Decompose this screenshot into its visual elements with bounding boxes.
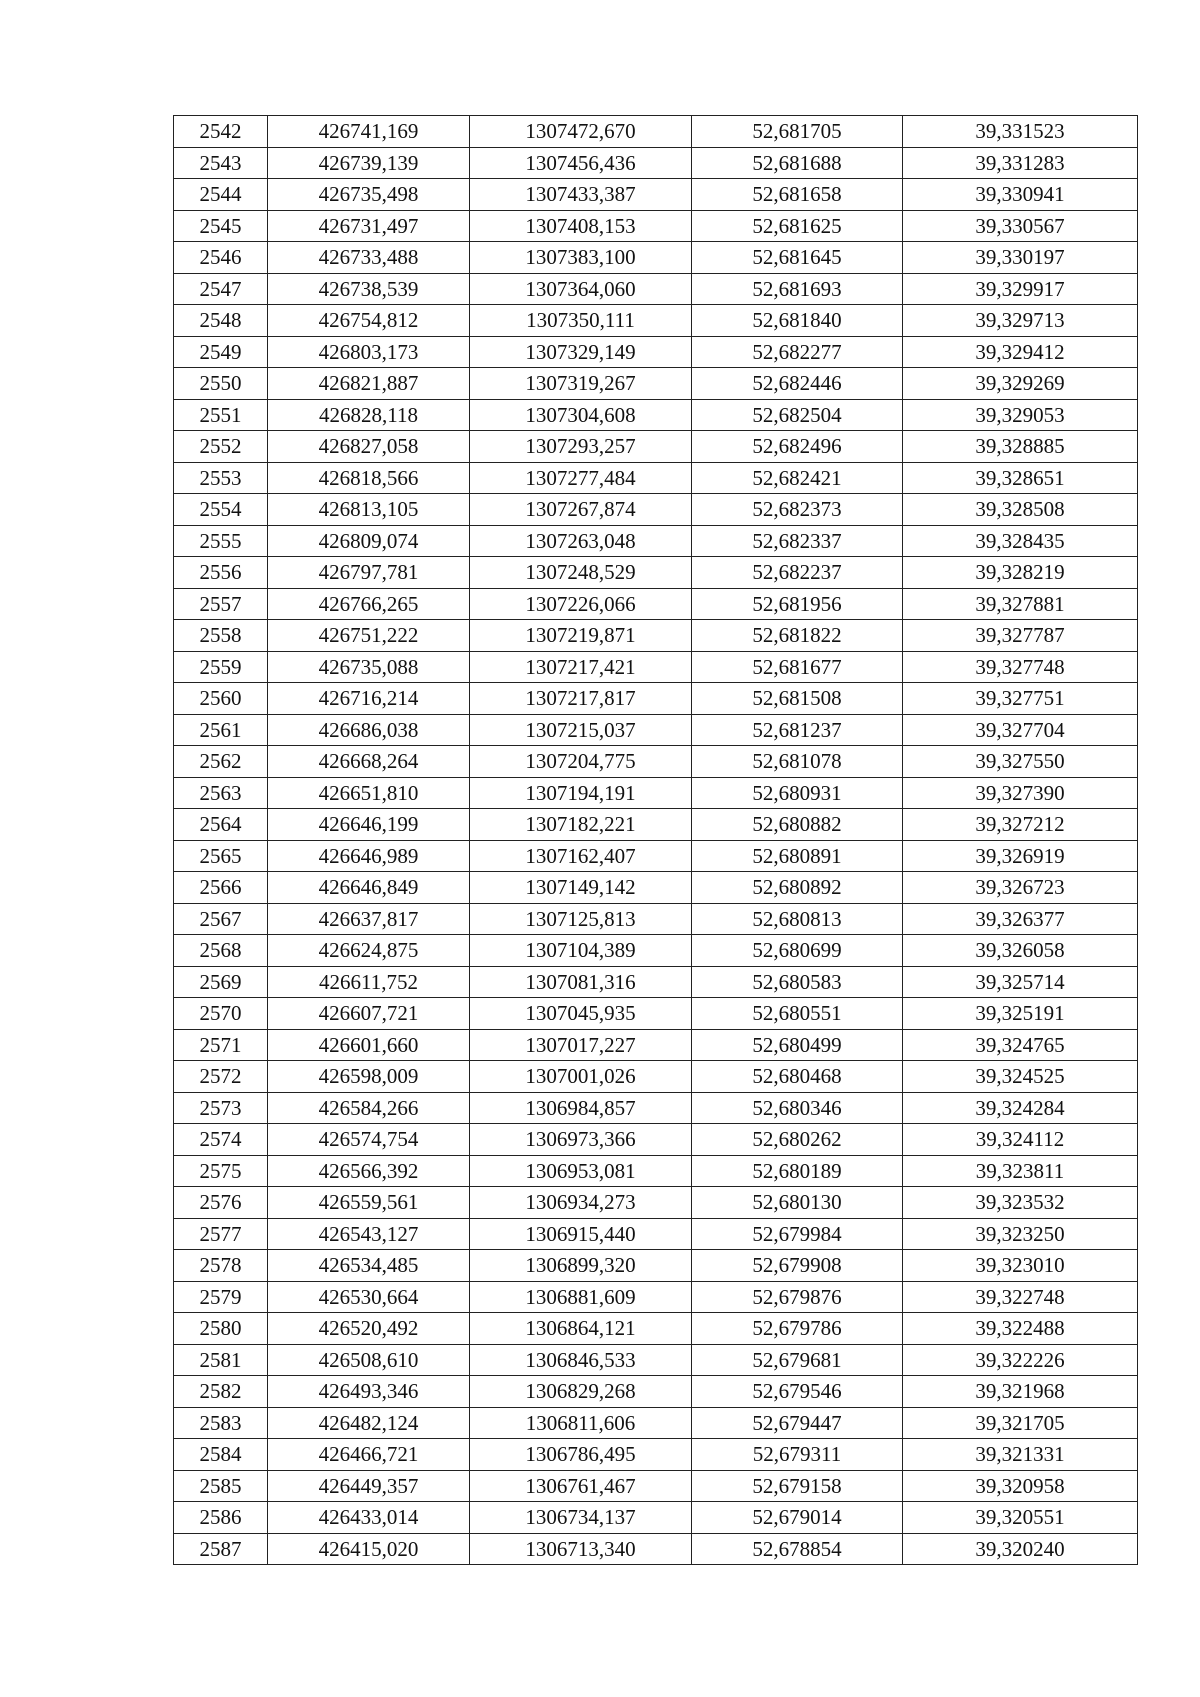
latitude-cell: 52,679908 bbox=[692, 1250, 903, 1282]
point-number-cell: 2576 bbox=[174, 1187, 268, 1219]
longitude-cell: 39,322226 bbox=[903, 1344, 1138, 1376]
x-coordinate-cell: 426741,169 bbox=[268, 116, 470, 148]
table-row bbox=[174, 179, 1138, 211]
table-row bbox=[174, 1439, 1138, 1471]
longitude-cell: 39,327212 bbox=[903, 809, 1138, 841]
table-row bbox=[174, 1155, 1138, 1187]
y-coordinate-cell: 1307408,153 bbox=[470, 210, 692, 242]
table-row bbox=[174, 494, 1138, 526]
x-coordinate-cell: 426534,485 bbox=[268, 1250, 470, 1282]
x-coordinate-cell: 426466,721 bbox=[268, 1439, 470, 1471]
table-row bbox=[174, 399, 1138, 431]
y-coordinate-cell: 1307204,775 bbox=[470, 746, 692, 778]
x-coordinate-cell: 426668,264 bbox=[268, 746, 470, 778]
point-number-cell: 2560 bbox=[174, 683, 268, 715]
latitude-cell: 52,682446 bbox=[692, 368, 903, 400]
y-coordinate-cell: 1306934,273 bbox=[470, 1187, 692, 1219]
table-row bbox=[174, 431, 1138, 463]
x-coordinate-cell: 426735,088 bbox=[268, 651, 470, 683]
longitude-cell: 39,331523 bbox=[903, 116, 1138, 148]
latitude-cell: 52,680583 bbox=[692, 966, 903, 998]
x-coordinate-cell: 426766,265 bbox=[268, 588, 470, 620]
x-coordinate-cell: 426828,118 bbox=[268, 399, 470, 431]
point-number-cell: 2563 bbox=[174, 777, 268, 809]
y-coordinate-cell: 1307194,191 bbox=[470, 777, 692, 809]
x-coordinate-cell: 426646,849 bbox=[268, 872, 470, 904]
latitude-cell: 52,681840 bbox=[692, 305, 903, 337]
longitude-cell: 39,321705 bbox=[903, 1407, 1138, 1439]
latitude-cell: 52,680892 bbox=[692, 872, 903, 904]
latitude-cell: 52,680699 bbox=[692, 935, 903, 967]
point-number-cell: 2555 bbox=[174, 525, 268, 557]
longitude-cell: 39,326377 bbox=[903, 903, 1138, 935]
x-coordinate-cell: 426738,539 bbox=[268, 273, 470, 305]
latitude-cell: 52,680189 bbox=[692, 1155, 903, 1187]
point-number-cell: 2556 bbox=[174, 557, 268, 589]
latitude-cell: 52,680931 bbox=[692, 777, 903, 809]
point-number-cell: 2587 bbox=[174, 1533, 268, 1565]
x-coordinate-cell: 426827,058 bbox=[268, 431, 470, 463]
longitude-cell: 39,326723 bbox=[903, 872, 1138, 904]
x-coordinate-cell: 426598,009 bbox=[268, 1061, 470, 1093]
table-row bbox=[174, 1092, 1138, 1124]
latitude-cell: 52,681625 bbox=[692, 210, 903, 242]
x-coordinate-cell: 426813,105 bbox=[268, 494, 470, 526]
longitude-cell: 39,327787 bbox=[903, 620, 1138, 652]
latitude-cell: 52,682504 bbox=[692, 399, 903, 431]
point-number-cell: 2551 bbox=[174, 399, 268, 431]
point-number-cell: 2570 bbox=[174, 998, 268, 1030]
table-row bbox=[174, 620, 1138, 652]
point-number-cell: 2545 bbox=[174, 210, 268, 242]
table-row bbox=[174, 1470, 1138, 1502]
latitude-cell: 52,681508 bbox=[692, 683, 903, 715]
y-coordinate-cell: 1307304,608 bbox=[470, 399, 692, 431]
longitude-cell: 39,320240 bbox=[903, 1533, 1138, 1565]
y-coordinate-cell: 1307226,066 bbox=[470, 588, 692, 620]
table-row bbox=[174, 462, 1138, 494]
point-number-cell: 2543 bbox=[174, 147, 268, 179]
y-coordinate-cell: 1307293,257 bbox=[470, 431, 692, 463]
latitude-cell: 52,680499 bbox=[692, 1029, 903, 1061]
x-coordinate-cell: 426584,266 bbox=[268, 1092, 470, 1124]
point-number-cell: 2554 bbox=[174, 494, 268, 526]
x-coordinate-cell: 426530,664 bbox=[268, 1281, 470, 1313]
y-coordinate-cell: 1307433,387 bbox=[470, 179, 692, 211]
table-row bbox=[174, 809, 1138, 841]
latitude-cell: 52,681237 bbox=[692, 714, 903, 746]
x-coordinate-cell: 426508,610 bbox=[268, 1344, 470, 1376]
y-coordinate-cell: 1307350,111 bbox=[470, 305, 692, 337]
x-coordinate-cell: 426624,875 bbox=[268, 935, 470, 967]
point-number-cell: 2542 bbox=[174, 116, 268, 148]
longitude-cell: 39,327550 bbox=[903, 746, 1138, 778]
latitude-cell: 52,681688 bbox=[692, 147, 903, 179]
y-coordinate-cell: 1307319,267 bbox=[470, 368, 692, 400]
table-row bbox=[174, 273, 1138, 305]
point-number-cell: 2558 bbox=[174, 620, 268, 652]
x-coordinate-cell: 426611,752 bbox=[268, 966, 470, 998]
x-coordinate-cell: 426520,492 bbox=[268, 1313, 470, 1345]
longitude-cell: 39,330567 bbox=[903, 210, 1138, 242]
y-coordinate-cell: 1306846,533 bbox=[470, 1344, 692, 1376]
latitude-cell: 52,680551 bbox=[692, 998, 903, 1030]
point-number-cell: 2581 bbox=[174, 1344, 268, 1376]
y-coordinate-cell: 1307045,935 bbox=[470, 998, 692, 1030]
latitude-cell: 52,679311 bbox=[692, 1439, 903, 1471]
longitude-cell: 39,320958 bbox=[903, 1470, 1138, 1502]
longitude-cell: 39,320551 bbox=[903, 1502, 1138, 1534]
latitude-cell: 52,679546 bbox=[692, 1376, 903, 1408]
longitude-cell: 39,329412 bbox=[903, 336, 1138, 368]
longitude-cell: 39,327751 bbox=[903, 683, 1138, 715]
longitude-cell: 39,326058 bbox=[903, 935, 1138, 967]
latitude-cell: 52,681078 bbox=[692, 746, 903, 778]
point-number-cell: 2577 bbox=[174, 1218, 268, 1250]
table-row bbox=[174, 1533, 1138, 1565]
y-coordinate-cell: 1306953,081 bbox=[470, 1155, 692, 1187]
x-coordinate-cell: 426733,488 bbox=[268, 242, 470, 274]
latitude-cell: 52,679786 bbox=[692, 1313, 903, 1345]
longitude-cell: 39,324284 bbox=[903, 1092, 1138, 1124]
latitude-cell: 52,680813 bbox=[692, 903, 903, 935]
x-coordinate-cell: 426493,346 bbox=[268, 1376, 470, 1408]
longitude-cell: 39,327704 bbox=[903, 714, 1138, 746]
point-number-cell: 2580 bbox=[174, 1313, 268, 1345]
longitude-cell: 39,327748 bbox=[903, 651, 1138, 683]
table-row bbox=[174, 935, 1138, 967]
latitude-cell: 52,682421 bbox=[692, 462, 903, 494]
point-number-cell: 2549 bbox=[174, 336, 268, 368]
x-coordinate-cell: 426637,817 bbox=[268, 903, 470, 935]
table-row bbox=[174, 368, 1138, 400]
longitude-cell: 39,324765 bbox=[903, 1029, 1138, 1061]
x-coordinate-cell: 426731,497 bbox=[268, 210, 470, 242]
y-coordinate-cell: 1307081,316 bbox=[470, 966, 692, 998]
latitude-cell: 52,679014 bbox=[692, 1502, 903, 1534]
x-coordinate-cell: 426686,038 bbox=[268, 714, 470, 746]
latitude-cell: 52,681822 bbox=[692, 620, 903, 652]
point-number-cell: 2579 bbox=[174, 1281, 268, 1313]
longitude-cell: 39,327390 bbox=[903, 777, 1138, 809]
x-coordinate-cell: 426818,566 bbox=[268, 462, 470, 494]
latitude-cell: 52,681658 bbox=[692, 179, 903, 211]
x-coordinate-cell: 426646,989 bbox=[268, 840, 470, 872]
point-number-cell: 2574 bbox=[174, 1124, 268, 1156]
x-coordinate-cell: 426415,020 bbox=[268, 1533, 470, 1565]
x-coordinate-cell: 426607,721 bbox=[268, 998, 470, 1030]
table-row bbox=[174, 588, 1138, 620]
table-row bbox=[174, 1376, 1138, 1408]
table-row bbox=[174, 1187, 1138, 1219]
table-row bbox=[174, 336, 1138, 368]
longitude-cell: 39,329053 bbox=[903, 399, 1138, 431]
y-coordinate-cell: 1307277,484 bbox=[470, 462, 692, 494]
coordinates-table bbox=[173, 115, 1138, 1565]
x-coordinate-cell: 426543,127 bbox=[268, 1218, 470, 1250]
x-coordinate-cell: 426754,812 bbox=[268, 305, 470, 337]
point-number-cell: 2562 bbox=[174, 746, 268, 778]
longitude-cell: 39,331283 bbox=[903, 147, 1138, 179]
x-coordinate-cell: 426809,074 bbox=[268, 525, 470, 557]
y-coordinate-cell: 1307364,060 bbox=[470, 273, 692, 305]
table-row bbox=[174, 683, 1138, 715]
y-coordinate-cell: 1307017,227 bbox=[470, 1029, 692, 1061]
x-coordinate-cell: 426739,139 bbox=[268, 147, 470, 179]
y-coordinate-cell: 1307217,421 bbox=[470, 651, 692, 683]
y-coordinate-cell: 1306811,606 bbox=[470, 1407, 692, 1439]
table-row bbox=[174, 1344, 1138, 1376]
y-coordinate-cell: 1307329,149 bbox=[470, 336, 692, 368]
latitude-cell: 52,679876 bbox=[692, 1281, 903, 1313]
y-coordinate-cell: 1306761,467 bbox=[470, 1470, 692, 1502]
longitude-cell: 39,330197 bbox=[903, 242, 1138, 274]
table-row bbox=[174, 210, 1138, 242]
y-coordinate-cell: 1306881,609 bbox=[470, 1281, 692, 1313]
point-number-cell: 2566 bbox=[174, 872, 268, 904]
longitude-cell: 39,325714 bbox=[903, 966, 1138, 998]
longitude-cell: 39,325191 bbox=[903, 998, 1138, 1030]
y-coordinate-cell: 1307215,037 bbox=[470, 714, 692, 746]
y-coordinate-cell: 1307456,436 bbox=[470, 147, 692, 179]
table-row bbox=[174, 1502, 1138, 1534]
longitude-cell: 39,328508 bbox=[903, 494, 1138, 526]
latitude-cell: 52,682277 bbox=[692, 336, 903, 368]
y-coordinate-cell: 1306899,320 bbox=[470, 1250, 692, 1282]
table-row bbox=[174, 966, 1138, 998]
latitude-cell: 52,680891 bbox=[692, 840, 903, 872]
latitude-cell: 52,680346 bbox=[692, 1092, 903, 1124]
y-coordinate-cell: 1306713,340 bbox=[470, 1533, 692, 1565]
latitude-cell: 52,679447 bbox=[692, 1407, 903, 1439]
y-coordinate-cell: 1307001,026 bbox=[470, 1061, 692, 1093]
longitude-cell: 39,321968 bbox=[903, 1376, 1138, 1408]
y-coordinate-cell: 1307149,142 bbox=[470, 872, 692, 904]
point-number-cell: 2582 bbox=[174, 1376, 268, 1408]
table-row bbox=[174, 651, 1138, 683]
y-coordinate-cell: 1307219,871 bbox=[470, 620, 692, 652]
point-number-cell: 2571 bbox=[174, 1029, 268, 1061]
longitude-cell: 39,322748 bbox=[903, 1281, 1138, 1313]
y-coordinate-cell: 1307217,817 bbox=[470, 683, 692, 715]
table-row bbox=[174, 998, 1138, 1030]
x-coordinate-cell: 426449,357 bbox=[268, 1470, 470, 1502]
latitude-cell: 52,681645 bbox=[692, 242, 903, 274]
x-coordinate-cell: 426821,887 bbox=[268, 368, 470, 400]
latitude-cell: 52,681956 bbox=[692, 588, 903, 620]
latitude-cell: 52,679984 bbox=[692, 1218, 903, 1250]
point-number-cell: 2550 bbox=[174, 368, 268, 400]
point-number-cell: 2559 bbox=[174, 651, 268, 683]
table-row bbox=[174, 903, 1138, 935]
table-row bbox=[174, 116, 1138, 148]
longitude-cell: 39,323811 bbox=[903, 1155, 1138, 1187]
table-row bbox=[174, 1281, 1138, 1313]
table-row bbox=[174, 147, 1138, 179]
longitude-cell: 39,330941 bbox=[903, 179, 1138, 211]
point-number-cell: 2557 bbox=[174, 588, 268, 620]
longitude-cell: 39,322488 bbox=[903, 1313, 1138, 1345]
x-coordinate-cell: 426651,810 bbox=[268, 777, 470, 809]
point-number-cell: 2552 bbox=[174, 431, 268, 463]
y-coordinate-cell: 1307182,221 bbox=[470, 809, 692, 841]
y-coordinate-cell: 1306864,121 bbox=[470, 1313, 692, 1345]
point-number-cell: 2565 bbox=[174, 840, 268, 872]
point-number-cell: 2583 bbox=[174, 1407, 268, 1439]
latitude-cell: 52,680130 bbox=[692, 1187, 903, 1219]
longitude-cell: 39,327881 bbox=[903, 588, 1138, 620]
point-number-cell: 2584 bbox=[174, 1439, 268, 1471]
table-row bbox=[174, 777, 1138, 809]
y-coordinate-cell: 1307162,407 bbox=[470, 840, 692, 872]
latitude-cell: 52,681705 bbox=[692, 116, 903, 148]
table-row bbox=[174, 305, 1138, 337]
x-coordinate-cell: 426601,660 bbox=[268, 1029, 470, 1061]
point-number-cell: 2561 bbox=[174, 714, 268, 746]
point-number-cell: 2568 bbox=[174, 935, 268, 967]
longitude-cell: 39,323010 bbox=[903, 1250, 1138, 1282]
table-row bbox=[174, 1407, 1138, 1439]
longitude-cell: 39,329269 bbox=[903, 368, 1138, 400]
point-number-cell: 2586 bbox=[174, 1502, 268, 1534]
x-coordinate-cell: 426566,392 bbox=[268, 1155, 470, 1187]
point-number-cell: 2569 bbox=[174, 966, 268, 998]
latitude-cell: 52,682373 bbox=[692, 494, 903, 526]
y-coordinate-cell: 1307472,670 bbox=[470, 116, 692, 148]
table-row bbox=[174, 557, 1138, 589]
y-coordinate-cell: 1306973,366 bbox=[470, 1124, 692, 1156]
table-row bbox=[174, 1250, 1138, 1282]
x-coordinate-cell: 426751,222 bbox=[268, 620, 470, 652]
latitude-cell: 52,679158 bbox=[692, 1470, 903, 1502]
point-number-cell: 2578 bbox=[174, 1250, 268, 1282]
table-row bbox=[174, 1218, 1138, 1250]
longitude-cell: 39,328435 bbox=[903, 525, 1138, 557]
y-coordinate-cell: 1307248,529 bbox=[470, 557, 692, 589]
x-coordinate-cell: 426559,561 bbox=[268, 1187, 470, 1219]
latitude-cell: 52,681693 bbox=[692, 273, 903, 305]
x-coordinate-cell: 426716,214 bbox=[268, 683, 470, 715]
x-coordinate-cell: 426803,173 bbox=[268, 336, 470, 368]
x-coordinate-cell: 426574,754 bbox=[268, 1124, 470, 1156]
point-number-cell: 2575 bbox=[174, 1155, 268, 1187]
y-coordinate-cell: 1306829,268 bbox=[470, 1376, 692, 1408]
x-coordinate-cell: 426433,014 bbox=[268, 1502, 470, 1534]
latitude-cell: 52,680882 bbox=[692, 809, 903, 841]
point-number-cell: 2546 bbox=[174, 242, 268, 274]
y-coordinate-cell: 1306786,495 bbox=[470, 1439, 692, 1471]
x-coordinate-cell: 426797,781 bbox=[268, 557, 470, 589]
y-coordinate-cell: 1307104,389 bbox=[470, 935, 692, 967]
coordinates-table-body bbox=[174, 116, 1138, 1565]
longitude-cell: 39,329713 bbox=[903, 305, 1138, 337]
y-coordinate-cell: 1306734,137 bbox=[470, 1502, 692, 1534]
table-row bbox=[174, 840, 1138, 872]
latitude-cell: 52,682237 bbox=[692, 557, 903, 589]
longitude-cell: 39,328219 bbox=[903, 557, 1138, 589]
table-row bbox=[174, 1061, 1138, 1093]
latitude-cell: 52,682496 bbox=[692, 431, 903, 463]
point-number-cell: 2548 bbox=[174, 305, 268, 337]
longitude-cell: 39,328885 bbox=[903, 431, 1138, 463]
longitude-cell: 39,326919 bbox=[903, 840, 1138, 872]
latitude-cell: 52,680468 bbox=[692, 1061, 903, 1093]
point-number-cell: 2544 bbox=[174, 179, 268, 211]
longitude-cell: 39,321331 bbox=[903, 1439, 1138, 1471]
table-row bbox=[174, 1124, 1138, 1156]
longitude-cell: 39,323250 bbox=[903, 1218, 1138, 1250]
point-number-cell: 2572 bbox=[174, 1061, 268, 1093]
latitude-cell: 52,679681 bbox=[692, 1344, 903, 1376]
y-coordinate-cell: 1306915,440 bbox=[470, 1218, 692, 1250]
point-number-cell: 2573 bbox=[174, 1092, 268, 1124]
table-row bbox=[174, 1313, 1138, 1345]
longitude-cell: 39,323532 bbox=[903, 1187, 1138, 1219]
y-coordinate-cell: 1307263,048 bbox=[470, 525, 692, 557]
point-number-cell: 2553 bbox=[174, 462, 268, 494]
longitude-cell: 39,328651 bbox=[903, 462, 1138, 494]
table-row bbox=[174, 746, 1138, 778]
table-row bbox=[174, 242, 1138, 274]
longitude-cell: 39,329917 bbox=[903, 273, 1138, 305]
latitude-cell: 52,682337 bbox=[692, 525, 903, 557]
latitude-cell: 52,681677 bbox=[692, 651, 903, 683]
point-number-cell: 2547 bbox=[174, 273, 268, 305]
y-coordinate-cell: 1307383,100 bbox=[470, 242, 692, 274]
x-coordinate-cell: 426735,498 bbox=[268, 179, 470, 211]
point-number-cell: 2567 bbox=[174, 903, 268, 935]
table-row bbox=[174, 1029, 1138, 1061]
y-coordinate-cell: 1306984,857 bbox=[470, 1092, 692, 1124]
x-coordinate-cell: 426482,124 bbox=[268, 1407, 470, 1439]
table-row bbox=[174, 525, 1138, 557]
longitude-cell: 39,324112 bbox=[903, 1124, 1138, 1156]
latitude-cell: 52,678854 bbox=[692, 1533, 903, 1565]
table-row bbox=[174, 872, 1138, 904]
y-coordinate-cell: 1307267,874 bbox=[470, 494, 692, 526]
y-coordinate-cell: 1307125,813 bbox=[470, 903, 692, 935]
latitude-cell: 52,680262 bbox=[692, 1124, 903, 1156]
longitude-cell: 39,324525 bbox=[903, 1061, 1138, 1093]
x-coordinate-cell: 426646,199 bbox=[268, 809, 470, 841]
table-row bbox=[174, 714, 1138, 746]
point-number-cell: 2585 bbox=[174, 1470, 268, 1502]
point-number-cell: 2564 bbox=[174, 809, 268, 841]
